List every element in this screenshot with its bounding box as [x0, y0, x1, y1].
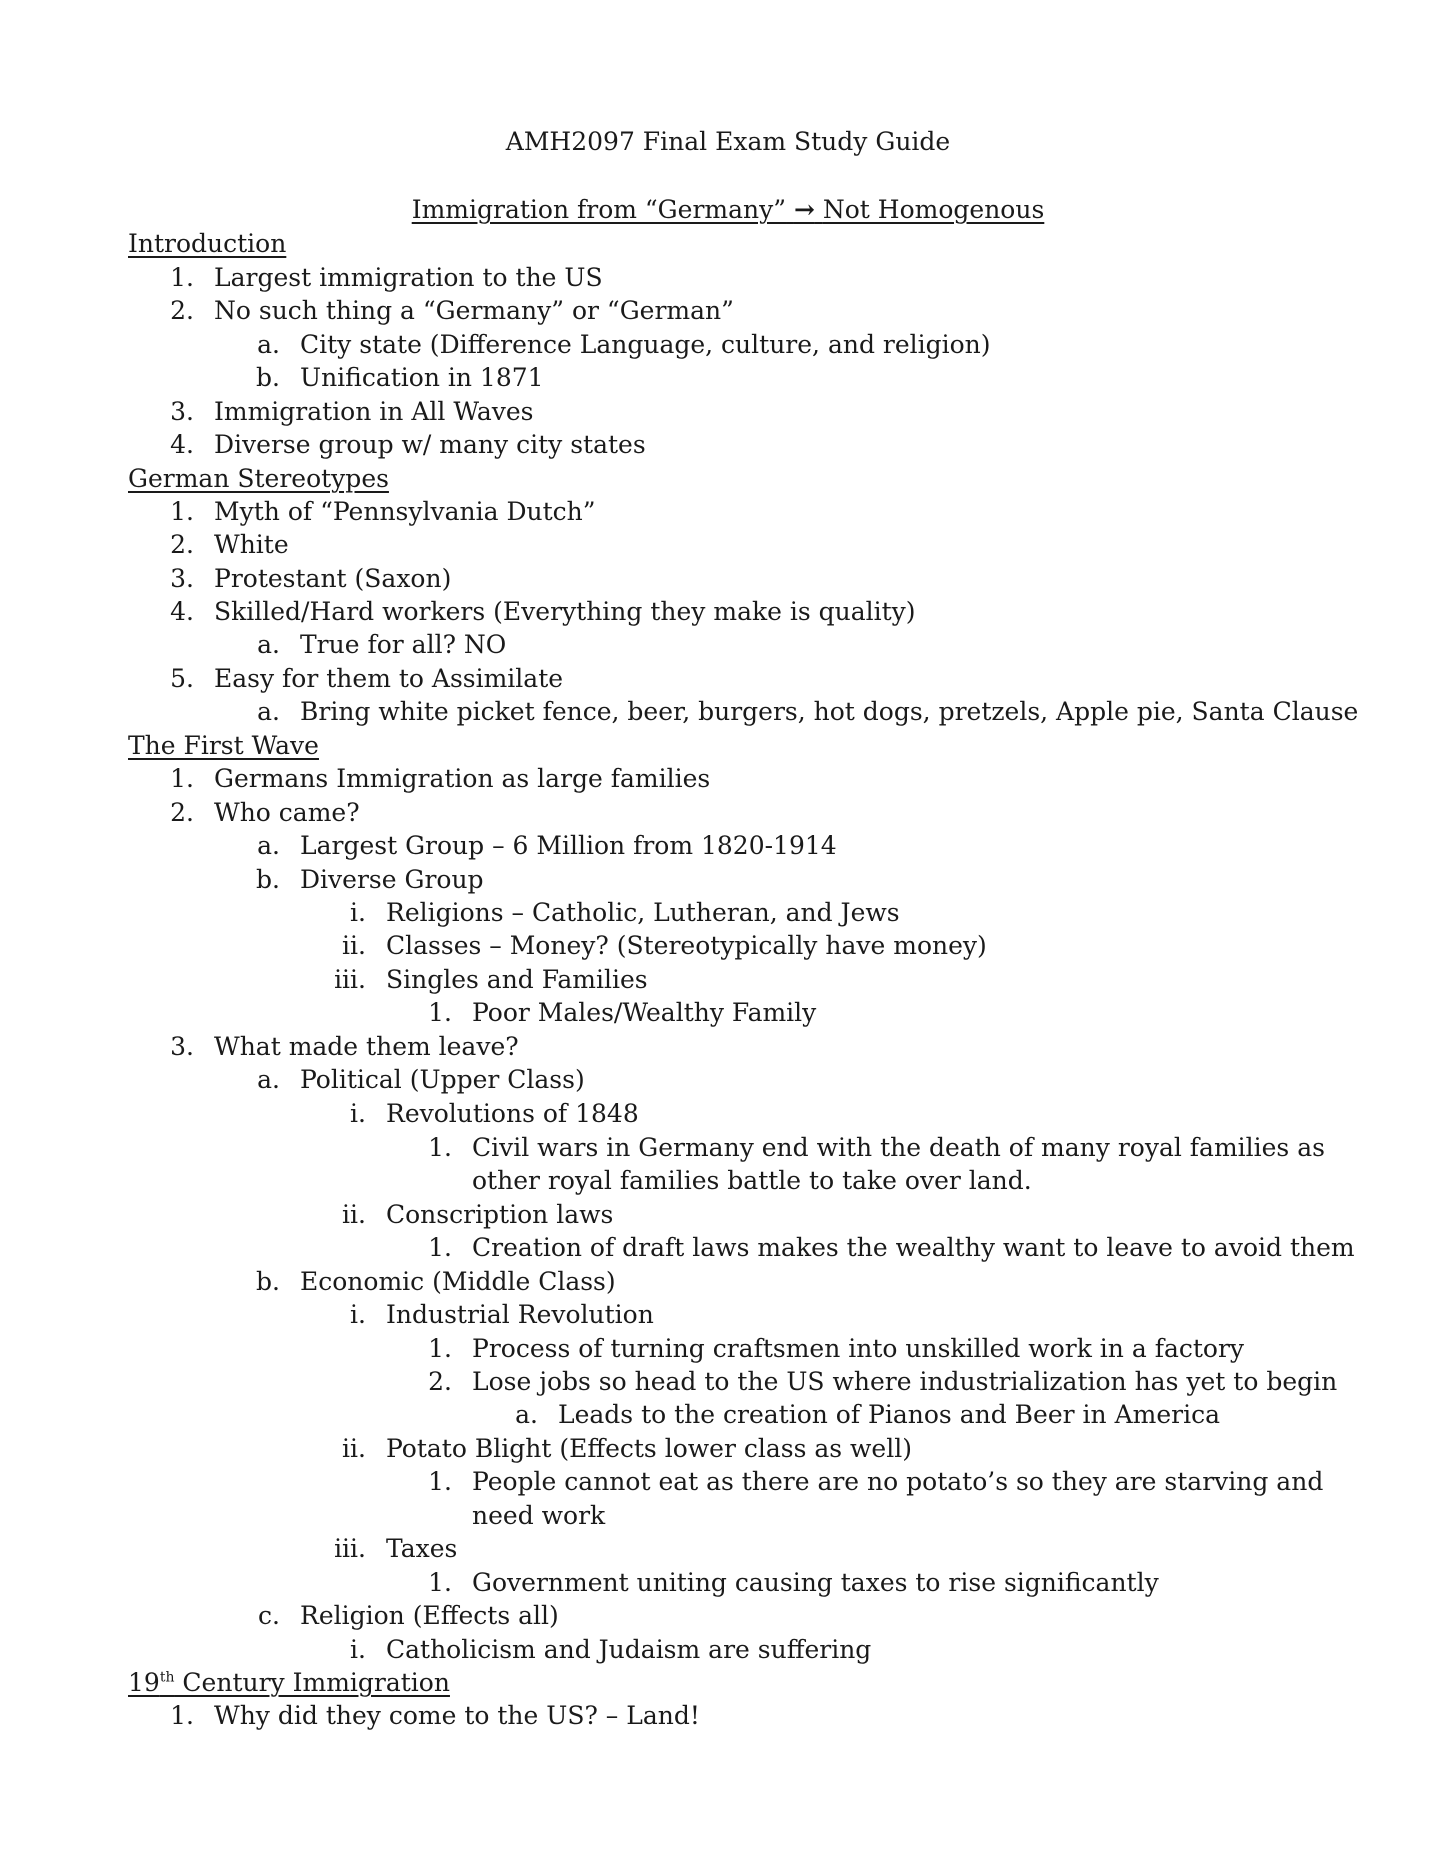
- list-text: other royal families battle to take over land.: [472, 1166, 1032, 1195]
- list-text: White: [214, 530, 289, 559]
- list-marker: i.: [350, 898, 366, 927]
- list-marker: 2.: [428, 1367, 452, 1396]
- list-marker: 1.: [170, 263, 194, 292]
- list-marker: b.: [256, 865, 280, 894]
- list-text: Unification in 1871: [300, 363, 544, 392]
- list-text: Diverse group w/ many city states: [214, 430, 646, 459]
- list-marker: 1.: [428, 1133, 452, 1162]
- right-arrow-icon: →: [793, 195, 815, 224]
- list-text: Classes – Money? (Stereotypically have money): [386, 931, 987, 960]
- list-marker: 2.: [170, 296, 194, 325]
- list-marker: ii.: [342, 1200, 366, 1229]
- list-marker: i.: [350, 1635, 366, 1664]
- section-heading-text: The First Wave: [128, 731, 319, 760]
- list-marker: b.: [256, 1267, 280, 1296]
- list-text: City state (Difference Language, culture, and religion): [300, 330, 991, 359]
- list-marker: 1.: [170, 764, 194, 793]
- list-marker: 3.: [170, 397, 194, 426]
- list-text: Economic (Middle Class): [300, 1267, 616, 1296]
- heading-number: 19: [128, 1668, 160, 1697]
- list-text: Creation of draft laws makes the wealthy want to leave to avoid them: [472, 1233, 1355, 1262]
- list-text: need work: [472, 1501, 606, 1530]
- section-heading-first-wave: [128, 730, 319, 762]
- list-text: Government uniting causing taxes to rise significantly: [472, 1568, 1159, 1597]
- list-marker: 1.: [170, 497, 194, 526]
- list-text: Lose jobs so head to the US where industrialization has yet to begin: [472, 1367, 1338, 1396]
- list-marker: 4.: [170, 430, 194, 459]
- list-marker: 1.: [428, 1233, 452, 1262]
- list-marker: a.: [257, 630, 280, 659]
- list-marker: 1.: [428, 1334, 452, 1363]
- list-marker: 2.: [170, 798, 194, 827]
- list-text: Industrial Revolution: [386, 1300, 654, 1329]
- heading-ordinal-suffix: th: [159, 1669, 175, 1686]
- list-text: Bring white picket fence, beer, burgers, hot dogs, pretzels, Apple pie, Santa Clause: [300, 697, 1359, 726]
- list-text: Religion (Effects all): [300, 1601, 559, 1630]
- list-text: Germans Immigration as large families: [214, 764, 711, 793]
- list-text: What made them leave?: [214, 1032, 519, 1061]
- subtitle-part2: Not Homogenous: [822, 195, 1045, 224]
- list-marker: 1.: [170, 1701, 194, 1730]
- list-marker: a.: [257, 697, 280, 726]
- list-marker: c.: [258, 1601, 280, 1630]
- list-text: Process of turning craftsmen into unskilled work in a factory: [472, 1334, 1245, 1363]
- list-marker: 2.: [170, 530, 194, 559]
- list-marker: i.: [350, 1099, 366, 1128]
- list-text: True for all? NO: [300, 630, 507, 659]
- list-text: Skilled/Hard workers (Everything they make is quality): [214, 597, 916, 626]
- document-title: AMH2097 Final Exam Study Guide: [505, 127, 951, 156]
- list-text: No such thing a “Germany” or “German”: [214, 296, 734, 325]
- list-text: Diverse Group: [300, 865, 484, 894]
- section-heading-text: Introduction: [128, 229, 287, 258]
- list-text: Revolutions of 1848: [386, 1099, 639, 1128]
- list-marker: a.: [257, 1065, 280, 1094]
- list-marker: 1.: [428, 1467, 452, 1496]
- list-marker: 1.: [428, 1568, 452, 1597]
- list-marker: a.: [257, 831, 280, 860]
- section-heading-19th-century: [128, 1667, 450, 1699]
- list-text: Largest Group – 6 Million from 1820-1914: [300, 831, 837, 860]
- list-marker: ii.: [342, 1434, 366, 1463]
- list-marker: 5.: [170, 664, 194, 693]
- list-text: Potato Blight (Effects lower class as well): [386, 1434, 912, 1463]
- list-text: Immigration in All Waves: [214, 397, 534, 426]
- list-marker: b.: [256, 363, 280, 392]
- list-text: Catholicism and Judaism are suffering: [386, 1635, 872, 1664]
- list-text: Poor Males/Wealthy Family: [472, 998, 817, 1027]
- list-text: Religions – Catholic, Lutheran, and Jews: [386, 898, 900, 927]
- document-subtitle: [0, 194, 1456, 226]
- section-heading-text: German Stereotypes: [128, 464, 389, 493]
- list-marker: iii.: [334, 1534, 366, 1563]
- list-text: Political (Upper Class): [300, 1065, 585, 1094]
- list-marker: iii.: [334, 965, 366, 994]
- list-text: Easy for them to Assimilate: [214, 664, 564, 693]
- list-text: Singles and Families: [386, 965, 648, 994]
- list-marker: 3.: [170, 1032, 194, 1061]
- list-marker: i.: [350, 1300, 366, 1329]
- list-text: People cannot eat as there are no potato’s so they are starving and: [472, 1467, 1324, 1496]
- list-text: Largest immigration to the US: [214, 263, 603, 292]
- list-marker: a.: [257, 330, 280, 359]
- list-text: Leads to the creation of Pianos and Beer in America: [558, 1400, 1220, 1429]
- list-text: Who came?: [214, 798, 360, 827]
- list-text: Myth of “Pennsylvania Dutch”: [214, 497, 596, 526]
- list-marker: 1.: [428, 998, 452, 1027]
- list-marker: 4.: [170, 597, 194, 626]
- list-text: Taxes: [386, 1534, 458, 1563]
- list-marker: 3.: [170, 564, 194, 593]
- list-text: Protestant (Saxon): [214, 564, 452, 593]
- section-heading-stereotypes: [128, 463, 389, 495]
- list-text: Civil wars in Germany end with the death of many royal families as: [472, 1133, 1325, 1162]
- list-text: Conscription laws: [386, 1200, 614, 1229]
- heading-rest: Century Immigration: [174, 1668, 450, 1697]
- section-heading-introduction: [128, 228, 286, 260]
- section-heading-text: [128, 1668, 450, 1697]
- list-text: Why did they come to the US? – Land!: [214, 1701, 700, 1730]
- list-marker: ii.: [342, 931, 366, 960]
- list-marker: a.: [515, 1400, 538, 1429]
- subtitle-part1: Immigration from “Germany”: [411, 195, 787, 224]
